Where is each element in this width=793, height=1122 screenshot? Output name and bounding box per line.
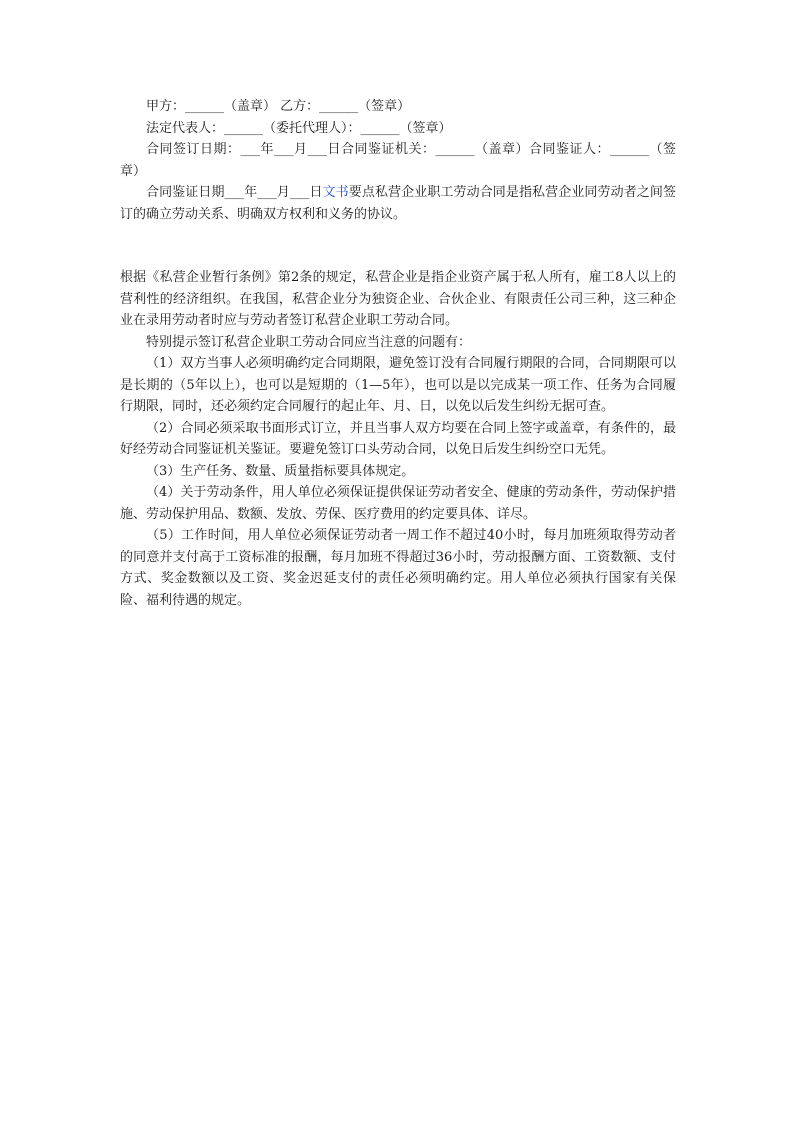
- party-signature-line: 甲方：______（盖章） 乙方：______（签章）: [146, 99, 411, 114]
- document-page: [120, 96, 676, 611]
- intro-paragraph: 根据《私营企业暂行条例》第2条的规定，私营企业是指企业资产属于私人所有，雇工8人以上的营利性的经济组织。在我国，私营企业分为独资企业、合伙企业、有限责任公司三种，这三种企业在录用劳动者时应与劳动者签订私营企业职工劳动合同。: [120, 270, 676, 328]
- section-gap: [120, 225, 676, 267]
- list-item-3: （3）生产任务、数量、质量指标要具体规定。: [146, 463, 415, 479]
- representative-signature-line: 法定代表人：______（委托代理人）：______（签章）: [146, 120, 452, 136]
- certification-date-text: 合同鉴证日期___年___月___日: [146, 185, 323, 200]
- notice-heading: 特别提示签订私营企业职工劳动合同应当注意的问题有：: [146, 334, 472, 350]
- list-item-5: （5）工作时间，用人单位必须保证劳动者一周工作不超过40小时，每月加班须取得劳动者的同意并支付高于工资标准的报酬，每月加班不得超过36小时，劳动报酬方面、工资数额、支付方式、奖金数额以及工资、奖金迟延支付的责任必须明确约定。用人单位必须执行国家有关保险、福利待遇的规定。: [120, 528, 676, 608]
- signing-date-line: 合同签订日期：___年___月___日合同鉴证机关：______（盖章）合同鉴证人：______（签章）: [120, 142, 676, 179]
- list-item-1: （1）双方当事人必须明确约定合同期限，避免签订没有合同履行期限的合同，合同期限可以是长期的（5年以上），也可以是短期的（1—5年），也可以是以完成某一项工作、任务为合同履行期限，同时，还必须约定合同履行的起止年、月、日，以免以后发生纠纷无据可查。: [120, 356, 676, 414]
- list-item-4: （4）关于劳动条件，用人单位必须保证提供保证劳动者安全、健康的劳动条件，劳动保护措施、劳动保护用品、数额、发放、劳保、医疗费用的约定要具体、详尽。: [120, 485, 676, 522]
- contract-definition-text: 要点私营企业职工劳动合同是指私营企业同劳动者之间签订的确立劳动关系、明确双方权利和义务的协议。: [120, 185, 676, 222]
- list-item-2: （2）合同必须采取书面形式订立，并且当事人双方均要在合同上签字或盖章，有条件的，最好经劳动合同鉴证机关鉴证。要避免签订口头劳动合同，以免日后发生纠纷空口无凭。: [120, 420, 676, 457]
- certification-date-paragraph: [120, 182, 676, 225]
- document-link[interactable]: 文书: [322, 185, 349, 200]
